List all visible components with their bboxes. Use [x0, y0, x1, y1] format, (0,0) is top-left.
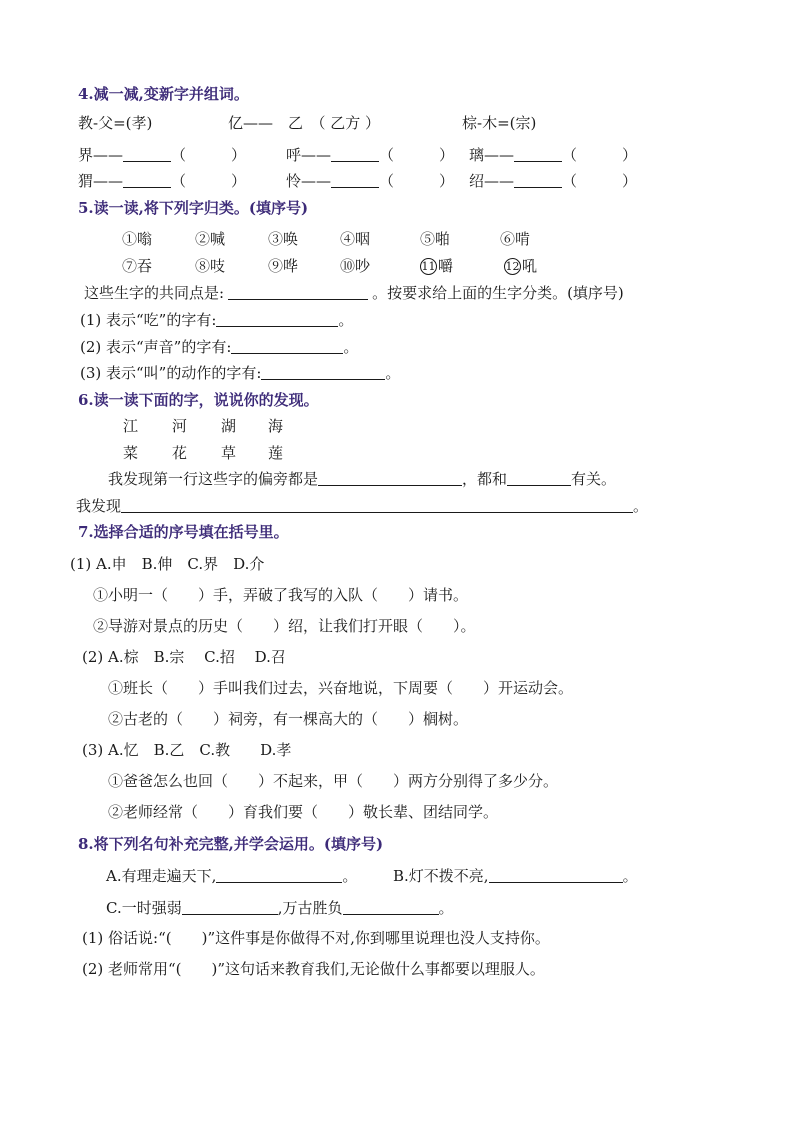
q6-r1-3: 湖	[221, 417, 237, 435]
q7-g1-s1[interactable]: ①小明一（ ）手，弄破了我写的入队（ ）请书。	[93, 586, 469, 604]
q5-char-6	[500, 229, 530, 249]
q8-title: 8.将下列名句补充完整,并学会运用。(填序号)	[78, 835, 384, 853]
q5-char-10	[340, 256, 370, 276]
blank-line[interactable]	[216, 311, 338, 327]
q5-num: ⑨	[268, 257, 284, 275]
q4-r1-b-char: 呼——	[286, 146, 332, 164]
q5-char: 啃	[515, 230, 531, 248]
q4-r1-a-char: 界——	[78, 146, 124, 164]
q6-r2-2: 花	[172, 444, 188, 462]
q6-r1-4: 海	[268, 417, 284, 435]
q8-s2[interactable]: (2) 老师常用“( )”这句话来教育我们,无论做什么事都要以理服人。	[82, 960, 545, 978]
q5-item-post: 。	[338, 311, 354, 329]
q5-char: 吱	[210, 257, 226, 275]
q6-r1-1: 江	[123, 417, 139, 435]
q5-char: 吼	[522, 257, 538, 275]
q5-char-2	[195, 229, 225, 249]
q5-item-3	[80, 363, 400, 383]
q5-char-1	[122, 229, 152, 249]
q4-r0-b: 亿—— 乙 （ 乙方 ）	[228, 114, 381, 132]
q5-item-pre: (3) 表示“叫”的动作的字有:	[80, 364, 262, 382]
blank-line[interactable]	[261, 364, 385, 380]
q4-r0-a: 教-父=(孝)	[78, 114, 153, 132]
q6-r2-3: 草	[221, 444, 237, 462]
q5-char: 喊	[210, 230, 226, 248]
q5-char: 嗡	[137, 230, 153, 248]
q5-char-11	[420, 256, 453, 276]
q7-g3-options: (3) A.忆 B.乙 C.教 D.孝	[82, 741, 292, 759]
q8-b	[393, 866, 638, 886]
q5-num: ⑤	[420, 230, 436, 248]
blank-line[interactable]	[318, 470, 462, 486]
q6-find2	[76, 496, 648, 516]
q4-r2-a-paren[interactable]: （ ）	[171, 172, 247, 190]
q4-r2-b-paren[interactable]: （ ）	[379, 172, 455, 190]
q4-r1-c-paren[interactable]: （ ）	[562, 146, 638, 164]
q5-char: 咽	[355, 230, 371, 248]
blank-line[interactable]	[514, 146, 562, 162]
q5-num: 12	[505, 260, 520, 273]
q7-g2-s2[interactable]: ②古老的（ ）祠旁，有一棵高大的（ ）榈树。	[108, 710, 469, 728]
blank-line[interactable]	[228, 284, 368, 300]
q8-b-post: 。	[622, 867, 638, 885]
q8-s1[interactable]: (1) 俗话说:“( )”这件事是你做得不对,你到哪里说理也没人支持你。	[82, 929, 550, 947]
q5-num: ④	[340, 230, 356, 248]
q8-a-post: 。	[342, 867, 358, 885]
blank-line[interactable]	[121, 497, 633, 513]
q5-char-5	[420, 229, 450, 249]
q4-r2-a-char: 猬——	[78, 172, 124, 190]
q5-char-9	[268, 256, 298, 276]
q4-r2-b-char: 怜——	[286, 172, 332, 190]
q5-char-7	[122, 256, 152, 276]
q5-num: ③	[268, 230, 284, 248]
q6-find	[108, 469, 616, 489]
q8-c	[106, 898, 454, 918]
q5-char: 啪	[435, 230, 451, 248]
q6-r1-2: 河	[172, 417, 188, 435]
q5-num: ①	[122, 230, 138, 248]
q6-title: 6.读一读下面的字，说说你的发现。	[78, 391, 319, 409]
q5-char: 吵	[355, 257, 371, 275]
q5-item-pre: (2) 表示“声音”的字有:	[80, 338, 232, 356]
blank-line[interactable]	[123, 172, 171, 188]
q4-r0-c: 棕-木=(宗)	[462, 114, 537, 132]
q4-r1-a	[78, 145, 246, 165]
q4-r2-c	[469, 171, 637, 191]
q4-r2-b	[286, 171, 454, 191]
q5-num: 11	[421, 260, 436, 273]
q4-title: 4.减一减,变新字并组词。	[78, 85, 249, 103]
q4-r1-a-paren[interactable]: （ ）	[171, 146, 247, 164]
q5-char: 嚼	[438, 257, 454, 275]
q6-find-mid: ，都和	[462, 470, 508, 488]
q5-common-pre: 这些生字的共同点是:	[84, 284, 225, 302]
blank-line[interactable]	[489, 867, 623, 883]
q8-c-post: 。	[438, 899, 454, 917]
q5-num: ⑦	[122, 257, 138, 275]
blank-line[interactable]	[123, 146, 171, 162]
q5-num: ⑥	[500, 230, 516, 248]
q5-item-2	[80, 337, 358, 357]
q6-r2-1: 菜	[123, 444, 139, 462]
q7-g3-s2[interactable]: ②老师经常（ ）育我们要（ ）敬长辈、团结同学。	[108, 803, 499, 821]
q6-find2-post: 。	[633, 497, 649, 515]
blank-line[interactable]	[514, 172, 562, 188]
q4-r2-c-char: 绍——	[469, 172, 515, 190]
blank-line[interactable]	[331, 172, 379, 188]
q7-g1-options: (1) A.申 B.伸 C.界 D.介	[70, 555, 265, 573]
q4-r1-b-paren[interactable]: （ ）	[379, 146, 455, 164]
q7-g1-s2[interactable]: ②导游对景点的历史（ ）绍，让我们打开眼（ ）。	[93, 617, 476, 635]
q8-c-pre: C.一时强弱	[106, 899, 182, 917]
q5-char: 吞	[137, 257, 153, 275]
blank-line[interactable]	[331, 146, 379, 162]
q5-num: ②	[195, 230, 211, 248]
q5-item-post: 。	[343, 338, 359, 356]
q5-char-4	[340, 229, 370, 249]
q4-r1-b	[286, 145, 454, 165]
q5-title: 5.读一读,将下列字归类。(填序号)	[78, 199, 309, 217]
blank-line[interactable]	[216, 867, 342, 883]
q5-common-post: 。按要求给上面的生字分类。(填序号)	[372, 284, 624, 302]
q4-r2-c-paren[interactable]: （ ）	[562, 172, 638, 190]
q5-item-pre: (1) 表示“吃”的字有:	[80, 311, 217, 329]
q5-item-post: 。	[385, 364, 401, 382]
blank-line[interactable]	[182, 899, 278, 915]
q4-r1-c	[469, 145, 637, 165]
q6-find-post: 有关。	[571, 470, 617, 488]
q6-r2-4: 莲	[268, 444, 284, 462]
q8-b-pre: B.灯不拨不亮,	[393, 867, 489, 885]
q6-find2-pre: 我发现	[76, 497, 122, 515]
q5-char-8	[195, 256, 225, 276]
q5-char: 哗	[283, 257, 299, 275]
q8-a-pre: A.有理走遍天下,	[106, 867, 217, 885]
q7-g3-s1[interactable]: ①爸爸怎么也回（ ）不起来，甲（ ）两方分别得了多少分。	[108, 772, 559, 790]
q5-item-1	[80, 310, 353, 330]
q5-char-3	[268, 229, 298, 249]
blank-line[interactable]	[507, 470, 571, 486]
q7-title: 7.选择合适的序号填在括号里。	[78, 523, 289, 541]
q5-char: 唤	[283, 230, 299, 248]
q8-a	[106, 866, 357, 886]
q8-c-mid: ,万古胜负	[277, 899, 343, 917]
q5-num: ⑧	[195, 257, 211, 275]
blank-line[interactable]	[231, 338, 343, 354]
q4-r2-a	[78, 171, 246, 191]
q5-num: ⑩	[340, 257, 356, 275]
q6-find-pre: 我发现第一行这些字的偏旁都是	[108, 470, 319, 488]
q4-r1-c-char: 璃——	[469, 146, 515, 164]
blank-line[interactable]	[343, 899, 439, 915]
q5-common	[84, 283, 624, 303]
q7-g2-options: (2) A.棕 B.宗 C.招 D.召	[82, 648, 286, 666]
q7-g2-s1[interactable]: ①班长（ ）手叫我们过去，兴奋地说，下周要（ ）开运动会。	[108, 679, 574, 697]
q5-char-12	[504, 256, 537, 276]
